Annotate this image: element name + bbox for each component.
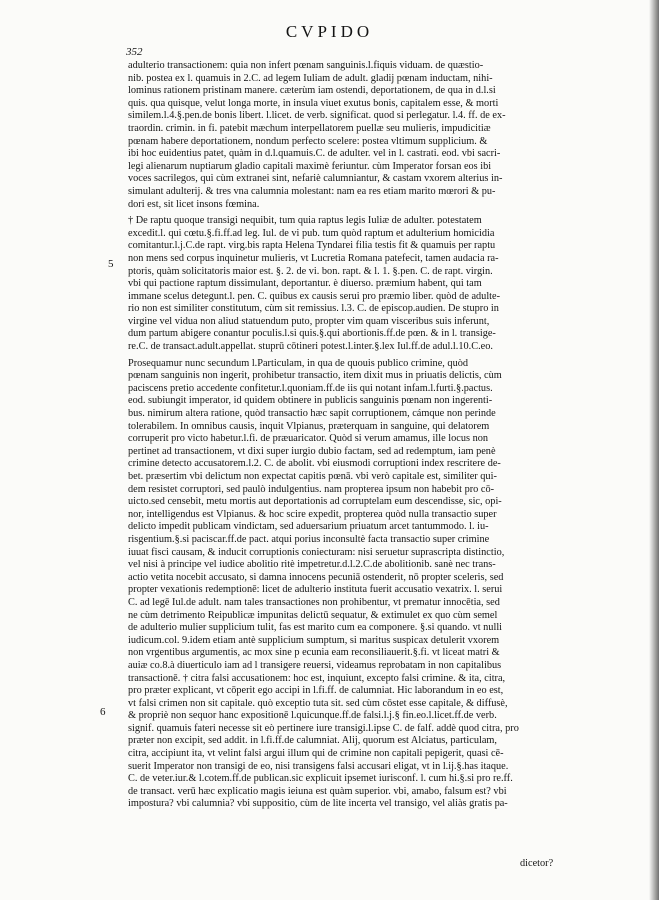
text-line: dum partum abigere conantur poculis.l.si quis.§.qui abortionis.ff.de pœn. & in l. transige- (128, 328, 496, 340)
text-line: C. de veter.iur.& l.cotem.ff.de publican.sic explicuit ipsemet iurisconf. l. cum hi.§.si pro re.ff. (128, 773, 513, 785)
text-line: C. ad legē Iul.de adult. nam tales transactiones non prohibentur, vt prematur innocētia, sed (128, 596, 500, 608)
text-line: non mens sed corpus inquinetur mulieris, vt Lucretia Romana patefecit, tamen audacia ra- (128, 252, 499, 264)
page-number: 352 (126, 46, 143, 58)
text-line: impostura? vbi calumnia? vbi suppositio, cùm de lite incerta vel transigo, vel aliàs gratis pa- (128, 798, 508, 810)
text-line: & propriè non sequor hanc expositionē l.quicunque.ff.de falsi.l.j.§ fin.eo.l.licet.ff.de verb. (128, 710, 497, 722)
text-line: nor, intelligendus est Vlpianus. & hoc scire expedit, propterea quòd nulla transactio super (128, 508, 497, 520)
text-line: corruperit pro victo habetur.l.fi. de præuaricator. Quòd si verum amamus, ille locus non (128, 433, 489, 445)
text-line: propter vexationis redemptionē: licet de adulterio instituta fuerit accusatio vexatrix. l. serui (128, 584, 503, 596)
text-line: comitantur.l.j.C.de rapt. virg.bis rapta Helena Tyndarei filia testis fit & quamuis per raptu (128, 240, 496, 252)
text-line: nib. postea ex l. quamuis in 2.C. ad legem Iuliam de adult. gladij pœnam inductam, nihi- (128, 72, 493, 84)
text-line: simulant adulterij. & tres vna calumnia molestant: nam ea res etiam marito mœrori & pu- (128, 185, 496, 197)
text-line: transactionē. † citra falsi accusationem: hoc est, inquiunt, excepto falsi crimine. & ita, citra, (128, 672, 506, 684)
text-line: auiæ co.8.à diuerticulo iam ad l transigere reuersi, videamus reprobatam in non capitalibus (128, 659, 502, 671)
text-line: iuuat fisci causam, & inducit corruptionis coniecturam: nisi seruetur suprascripta distinctio, (128, 546, 505, 558)
text-line: Prosequamur nunc secundum l.Particulam, in qua de quouis publico crimine, quòd (128, 357, 469, 369)
text-line: re.C. de transact.adult.appellat. stuprū cōtineri potest.l.inter.§.lex Iul.ff.de adul.l.10.C.eo. (128, 341, 493, 353)
text-line: eod. subiungit imperator, id quidem obtinere in publicis sanguinis pœnam non ingerenti- (128, 395, 493, 407)
text-line: legi alienarum nuptiarum gladio capitali maximè feriuntur. cùm Imperator forsan eos ibi (128, 160, 492, 172)
text-line: adulterio transactionem: quia non infert pœnam sanguinis.l.fiquis viduam. de quæstio- (128, 60, 484, 71)
text-line: virgine vel vidua non aliud statuendum puto, propter vim quam visceribus suis inferunt, (128, 315, 490, 327)
catchword: dicetor? (520, 858, 554, 869)
text-line: vt falsi crimen non sit capitale. quò exceptio tuta sit. sed cùm cōstet esse capitale, & diffusè, (128, 697, 508, 709)
text-line: ne cùm detrimento Reipublicæ impunitas delictū sequatur, & extimulet ex quo cùm semel (128, 609, 498, 621)
text-line: pertinet ad transactionem, vt dixi super iurgio dubio factam, sed ad redemptum, iam penè (128, 445, 496, 457)
text-line: non vrgentibus argumentis, ac mox sine p ecunia eam reconsiliauerit.§.fi. vt liceat matri & (128, 647, 500, 659)
margin-marker-6: 6 (100, 706, 106, 718)
body-text (128, 60, 558, 811)
text-line: quis. qua quisque, velut longa morte, in insula viuet exutus bonis, capitalem esse, & morti (128, 97, 499, 109)
margin-marker-5: 5 (108, 258, 114, 270)
text-line: signif. quamuis fateri necesse sit eò pertinere iure transigi.l.ipse C. de falf. addè quod citra, pro (128, 722, 519, 734)
text-line: paciscens pretio accedente confitetur.l.quoniam.ff.de iis qui notant infam.l.furti.§.pactus. (128, 382, 493, 394)
text-line: dori est, sit licet insons fœmina. (128, 198, 260, 210)
text-line: de adulterio mulier supplicium tulit, fas est marito cum ea componere. §.si quando. vt nulli (128, 622, 503, 634)
text-line: pœnam habere deportationem, nondum perfecto scelere: postea vltimum supplicium. & (128, 135, 488, 147)
text-line: excedit.l. qui cœtu.§.fi.ff.ad leg. Iul. de vi pub. tum quòd raptum et adulterium homicidia (128, 227, 495, 239)
text-line: traordin. crimin. in fi. patebit mæchum interpellatorem puellæ seu mulieris, impudicitiæ (128, 122, 491, 134)
running-head: CVPIDO (285, 22, 374, 41)
text-line: voces sacrilegos, qui cùm extranei sint, nefariè calumniantur, & castam vxorem alterius in- (128, 173, 503, 185)
text-line: bus. nimirum altera ratione, quòd transactio hæc sapit corruptionem, cámque non perinde (128, 408, 496, 420)
text-line: ptoris, quàm solicitatoris maior est. §. 2. de vi. bon. rapt. & l. 1. §.pen. C. de rapt. virgin. (128, 265, 493, 277)
text-line: dem resistet corruptori, sed paulò indulgentius. nam propterea ipsum non habebit pro cō- (128, 483, 495, 495)
binding-shadow (649, 0, 659, 900)
text-line: rio non est similiter constitutum, cùm sit remissius. l.3. C. de episcop.audien. De stupro in (128, 303, 499, 315)
text-line: immane scelus detegunt.l. pen. C. quibus ex causis serui pro præmio liber. quòd de adulte- (128, 290, 501, 302)
text-line: iudicum.col. 9.idem etiam antè supplicium sumptum, si maritus suspicax detulerit vxorem (128, 634, 500, 646)
text-line: bet. præsertim vbi delictum non expectat capitis pœnā. vbi verò capitale est, similiter qui- (128, 471, 497, 482)
text-line: ibi hoc euidentius patet, quàm in d.l.quamuis.C. de adulter. vel in l. castrati. eod. vbi sacri- (128, 148, 501, 160)
text-line: suerit Imperator non transigi de eo, nisi transigens falsi accusari eligat, vt in l.ij.§.has itaque. (128, 760, 509, 772)
text-line: præter non excipit, sed addit. in l.fi.ff.de calumniat. Alij, quorum est Alciatus, particulam, (128, 735, 497, 747)
text-line: actio vetita nocebit accusato, si damna innocens pecuniā ostenderit, nō propter sceleris, sed (128, 571, 504, 583)
text-line: lominus rationem pristinam manere. cæterùm iam ostendi, deportationem, de qua in d.l.si (128, 85, 496, 97)
text-line: pœnam sanguinis non ingerit, prohibetur transactio, item dixit mus in priuatis delictis, cùm (128, 370, 502, 382)
text-line: vbi qui pactione raptum dissimulant, deportantur. è diuerso. præmium habent, qui tam (128, 278, 482, 290)
text-line: pro præter explicant, vt cōperit ego accipi in l.fi.ff. de calumniat. Hic laborandum in eo est, (128, 685, 504, 697)
text-line: vel nisi à principe vel iudice abolitio ritè impetretur.d.l.2.C.de abolitionib. sanè nec trans- (128, 559, 496, 571)
text-line: delicto impedit publicam vindictam, sed aduersarium priuatum arcet tantummodo. l. iu- (128, 521, 489, 533)
text-line: crimine detecto accusatorem.l.2. C. de abolit. vbi eiusmodi corruptioni index rescritere de- (128, 458, 501, 470)
text-line: risgentium.§.si paciscar.ff.de pact. atqui porius inconsultè facta transactio super crimine (128, 533, 490, 545)
text-line: † De raptu quoque transigi nequibit, tum quia raptus legis Iuliæ de adulter. potestatem (128, 215, 482, 227)
text-line: similem.l.4.§.pen.de bonis libert. l.licet. de verb. significat. quod si perlegatur. l.4. ff. de ex- (128, 110, 506, 122)
text-line: uicto.sed censebit, metu mortis aut deportationis ad corruptelam eum descendisse, sic, opi- (128, 496, 502, 508)
text-line: tolerabilem. In omnibus causis, inquit Vlpianus, præterquam in sanguine, qui delatorem (128, 420, 490, 432)
text-line: citra, accipiunt ita, vt velint falsi argui illum qui de crimine non capitali pepigerit, quasi cē- (128, 748, 504, 760)
text-line: de transact. verū hæc explicatio magis ieiuna est quàm superior. vbi, amabo, falsum est? vbi (128, 785, 507, 797)
